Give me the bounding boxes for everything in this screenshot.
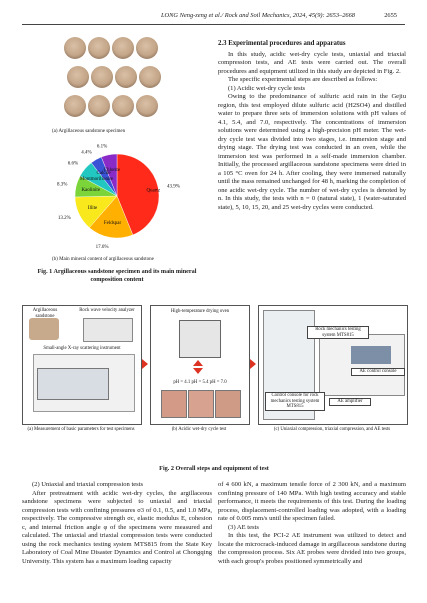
panel-c: [258, 305, 408, 425]
paragraph: of 4 600 kN, a maximum tensile force of 2 300 kN, and a maximum confining pressure of 140 MPa. With high testing accuracy and stable performance, it meets the requirements of this test. During the loading process, displacement-controlled loading was adopted, with a loading rate of 0.005 mm/s until the specimen failed.: [218, 481, 406, 522]
right-column-text: [218, 40, 406, 212]
arrow-icon: [250, 359, 256, 369]
pie-category-label: Illite: [87, 205, 98, 211]
bottom-left-text: [22, 481, 212, 566]
pie-value-label: 6.6%: [67, 161, 79, 167]
drying-oven-image: [179, 320, 221, 358]
pie-category-label: Quartz: [146, 188, 161, 194]
pie-value-label: 8.3%: [57, 182, 68, 188]
pie-value-label: 4.4%: [81, 150, 92, 156]
sandstone-cylinder: [136, 95, 158, 117]
panel-b: [150, 305, 250, 425]
figure-2: [22, 305, 406, 465]
mineral-pie-chart: [22, 136, 212, 256]
paragraph: The specific experimental steps are described as follows:: [228, 76, 378, 83]
section-title: 2.3 Experimental procedures and apparatus: [218, 40, 346, 47]
label-ph: pH = 4.1 pH = 5.4 pH = 7.0: [173, 380, 227, 385]
list-item-heading: (1) Acidic wet-dry cycle tests: [228, 84, 306, 92]
immersion-container: [161, 390, 187, 418]
pie-category-label: Feldspar: [103, 221, 122, 227]
figure-1a-caption: (a) Argillaceous sandstone specimen: [52, 129, 126, 134]
pie-category-label: Calcite: [96, 171, 111, 177]
label-rmts: Rock mechanics testing system MTS815: [307, 326, 369, 339]
sandstone-cylinder: [64, 37, 86, 59]
pie-value-label: 6.1%: [96, 144, 108, 150]
label-xray: Small-angle X-ray scattering instrument: [43, 346, 121, 351]
list-item-heading: (2) Uniaxial and triaxial compression tests: [32, 481, 144, 488]
sandstone-sample-image: [29, 318, 59, 340]
sandstone-cylinder: [64, 95, 86, 117]
bottom-right-text: [218, 481, 406, 566]
pie-category-label: Chlorite: [103, 167, 121, 173]
figure-1: [22, 26, 212, 284]
arrow-down-icon: [193, 368, 203, 374]
pie-category-label: Kaolinite: [81, 188, 101, 194]
header-rule: [22, 24, 405, 25]
paragraph: In this study, acidic wet-dry cycle tests, uniaxial and triaxial compression tests, and AE tests were carried out. The overall procedures and equipment utilized in this study are depicted in Fig. 2.: [218, 50, 406, 75]
label-rock-wave: Rock wave velocity analyzer: [79, 308, 135, 313]
figure-1-caption: Fig. 1 Argillaceous sandstone specimen and its main mineral composition content: [37, 268, 197, 283]
pie-value-label: 13.2%: [57, 216, 71, 222]
sandstone-cylinder: [91, 66, 113, 88]
arrow-icon: [142, 359, 148, 369]
label-ae-console: AE control console: [351, 368, 405, 376]
sandstone-cylinder: [88, 37, 110, 59]
running-title: LONG Neng-zeng et al./ Rock and Soil Mechanics, 2024, 45(9): 2653–2668: [161, 12, 355, 19]
sandstone-cylinder: [112, 95, 134, 117]
sandstone-cylinder: [136, 37, 158, 59]
pie-svg: [22, 136, 212, 256]
immersion-container: [188, 390, 214, 418]
page-number: 2655: [384, 12, 397, 19]
figure-2-caption: Fig. 2 Overall steps and equipment of test: [159, 465, 269, 472]
lab-scene-image: [319, 334, 405, 396]
label-ae-amplifier: AE amplifier: [329, 398, 371, 406]
figure-1b-caption: (b) Main mineral content of argillaceous sandstone: [52, 257, 154, 262]
sandstone-cylinder: [139, 66, 161, 88]
paragraph: After pretreatment with acidic wet-dry cycles, the argillaceous sandstone specimens were subjected to uniaxial and triaxial compression tests with confining pressures σ3 of 0.1, 0.5, and 1.0 MPa, respectively. The compressive strength σc, elastic modulus E, cohesion c, and internal friction angle φ of the specimens were measured and calculated. The uniaxial and triaxial compression tests were conducted using the rock mechanics testing system MTS815 from the State Key Laboratory of Coal Mine Disaster Dynamics and Control at Chongqing University. This system has a maximum loading capacity: [22, 489, 212, 565]
sandstone-cylinder: [115, 66, 137, 88]
immersion-container: [215, 390, 241, 418]
subcaption-c: (c) Uniaxial compression, triaxial compression, and AE tests: [273, 427, 391, 432]
sandstone-cylinder: [112, 37, 134, 59]
label-sandstone: Argillaceous sandstone: [32, 308, 58, 319]
specimen-photo: [60, 31, 160, 126]
pie-category-label: Montmorillonite: [79, 177, 113, 183]
subcaption-b: (b) Acidic wet-dry cycle test: [171, 427, 227, 432]
arrow-up-icon: [193, 360, 203, 366]
pie-value-label: 17.6%: [95, 244, 109, 250]
paragraph: Owing to the predominance of sulfuric acid rain in the Gejiu region, this test employed dilute sulfuric acid (H2SO4) and distilled water to prepare three sets of immersion solutions with pH values of 4.1, 5.4, and 7.0, respectively. The concentrations of immersion solutions were determined using a high-precision pH meter. The wet-dry cycle test was divided into two stages, i.e. immersion stage and drying stage. The drying test was conducted in an oven, while the immersion test was performed in a self-made immersion chamber. Initially, the processed argillaceous sandstone specimens were dried in a 105 °C oven for 24 h. After cooling, they were immersed naturally until the mass remained unchanged for 48 h, marking the completion of one acidic wet-dry cycle. The number of wet-dry cycles is denoted by n. In this study, the tests with n = 0 (natural state), 1 (water-saturated state), 5, 10, 15, 20, and 25 wet-dry cycles were conducted.: [218, 93, 406, 211]
pie-value-label: 43.9%: [167, 184, 180, 190]
list-item-heading: (3) AE tests: [228, 523, 259, 531]
subcaption-a: (a) Measurement of basic parameters for test specimens: [27, 427, 135, 432]
panel-a: [22, 305, 142, 425]
label-oven: High-temperature drying oven: [170, 309, 230, 314]
sandstone-cylinder: [88, 95, 110, 117]
rock-wave-analyzer-image: [83, 318, 133, 342]
paragraph: In this test, the PCI-2 AE instrument was utilized to detect and locate the microcrack-induced damage in argillaceous sandstone during the compression process. Six AE probes were divided into two groups, with each group's probes positioned symmetrically and: [218, 532, 406, 565]
sandstone-cylinder: [67, 66, 89, 88]
ae-monitor-image: [351, 346, 391, 364]
running-header: [0, 12, 427, 24]
label-control-console: Control console for rock mechanics testing system MTS815: [265, 392, 325, 411]
xray-device-body: [37, 368, 109, 400]
